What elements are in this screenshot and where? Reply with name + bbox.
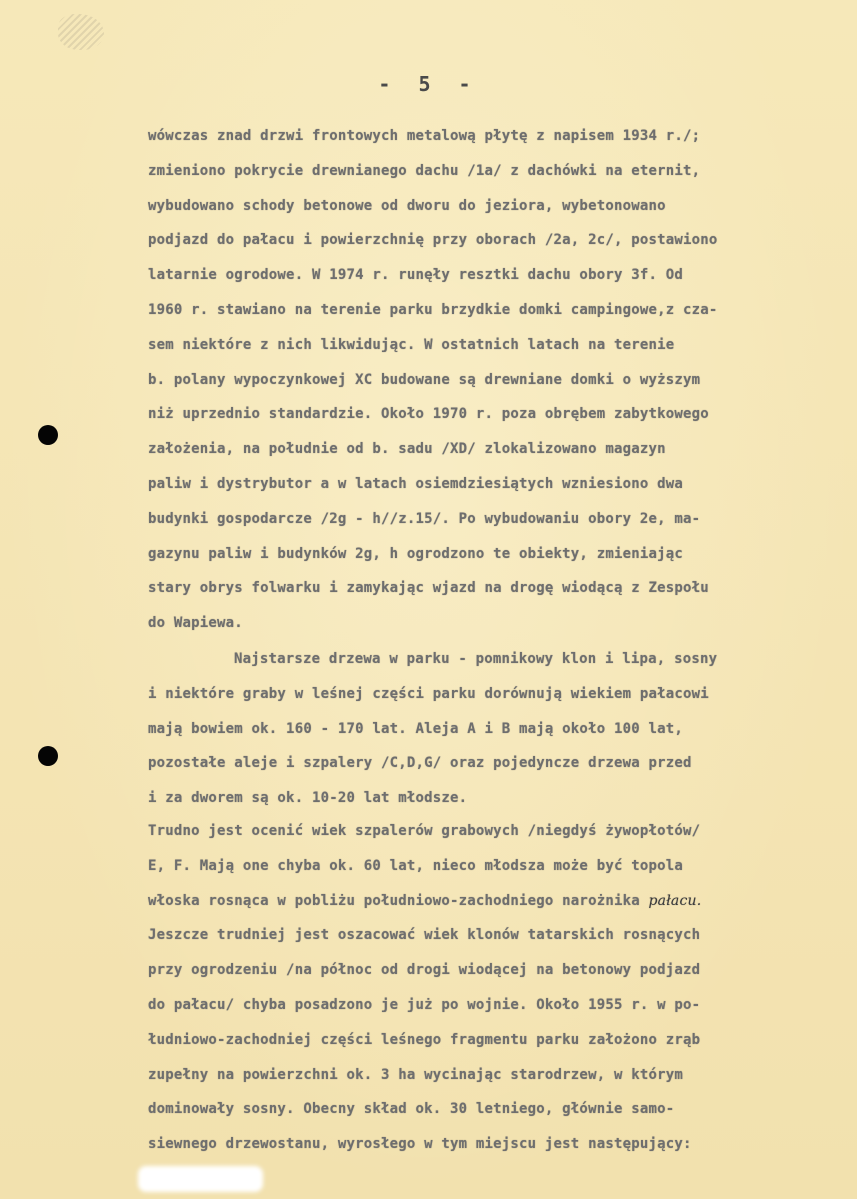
paragraph-2 [148,642,848,816]
text-line: zmieniono pokrycie drewnianego dachu /1a/ z dachówki na eternit, [148,162,701,179]
text-line: E, F. Mają one chyba ok. 60 lat, nieco młodsza może być topola [148,857,683,874]
text-line: wybudowano schody betonowe od dworu do jeziora, wybetonowano [148,197,666,214]
text-line: Trudno jest ocenić wiek szpalerów grabowych /niegdyś żywopłotów/ [148,823,701,839]
text-line: 1960 r. stawiano na terenie parku brzydkie domki campingowe,z cza- [148,301,718,318]
text-line [148,884,848,919]
text-line: niż uprzednio standardzie. Około 1970 r. poza obrębem zabytkowego [148,406,709,423]
punch-hole-icon [38,746,58,766]
text-line: przy ogrodzeniu /na północ od drogi wiodącej na betonowy podjazd [148,962,701,979]
handwritten-correction: pałacu. [648,892,702,909]
text-line: zupełny na powierzchni ok. 3 ha wycinając starodrzew, w którym [148,1066,683,1083]
paragraph-1 [148,119,848,641]
text-line: sem niektóre z nich likwidując. W ostatnich latach na terenie [148,336,675,353]
text-line: gazynu paliw i budynków 2g, h ogrodzono te obiekty, zmieniając [148,545,683,562]
text-line: do pałacu/ chyba posadzono je już po wojnie. Około 1955 r. w po- [148,996,701,1013]
text-line: siewnego drzewostanu, wyrosłego w tym miejscu jest następujący: [148,1136,692,1153]
text-line: wówczas znad drzwi frontowych metalową płytę z napisem 1934 r./; [148,128,701,144]
text-line: paliw i dystrybutor a w latach osiemdziesiątych wzniesiono dwa [148,475,683,492]
text-line: mają bowiem ok. 160 - 170 lat. Aleja A i B mają około 100 lat, [148,720,683,737]
text-fragment: włoska rosnąca w pobliżu południowo-zachodniego narożnika [148,892,640,909]
text-line: i niektóre graby w leśnej części parku dorównują wiekiem pałacowi [148,685,709,702]
text-line: założenia, na południe od b. sadu /XD/ zlokalizowano magazyn [148,441,666,458]
white-label-patch [138,1166,263,1192]
text-line: łudniowo-zachodniej części leśnego fragmentu parku założono zrąb [148,1031,701,1048]
text-line: do Wapiewa. [148,615,243,632]
text-line: latarnie ogrodowe. W 1974 r. runęły resztki dachu obory 3f. Od [148,267,683,284]
punch-hole-icon [38,425,58,445]
text-line: dominowały sosny. Obecny skład ok. 30 letniego, głównie samo- [148,1101,675,1118]
text-line: pozostałe aleje i szpalery /C,D,G/ oraz pojedyncze drzewa przed [148,755,692,772]
text-line: i za dworem są ok. 10-20 lat młodsze. [148,790,468,807]
text-line: podjazd do pałacu i powierzchnię przy oborach /2a, 2c/, postawiono [148,232,718,249]
text-line: Najstarsze drzewa w parku - pomnikowy klon i lipa, sosny [234,651,718,667]
paragraph-3 [148,814,848,1162]
page-number: - 5 - [378,72,479,96]
text-line: budynki gospodarcze /2g - h//z.15/. Po wybudowaniu obory 2e, ma- [148,510,701,527]
text-line: Jeszcze trudniej jest oszacować wiek klonów tatarskich rosnących [148,927,701,944]
text-line: b. polany wypoczynkowej XC budowane są drewniane domki o wyższym [148,371,701,388]
stain-mark [58,14,104,50]
text-line: stary obrys folwarku i zamykając wjazd na drogę wiodącą z Zespołu [148,580,709,597]
